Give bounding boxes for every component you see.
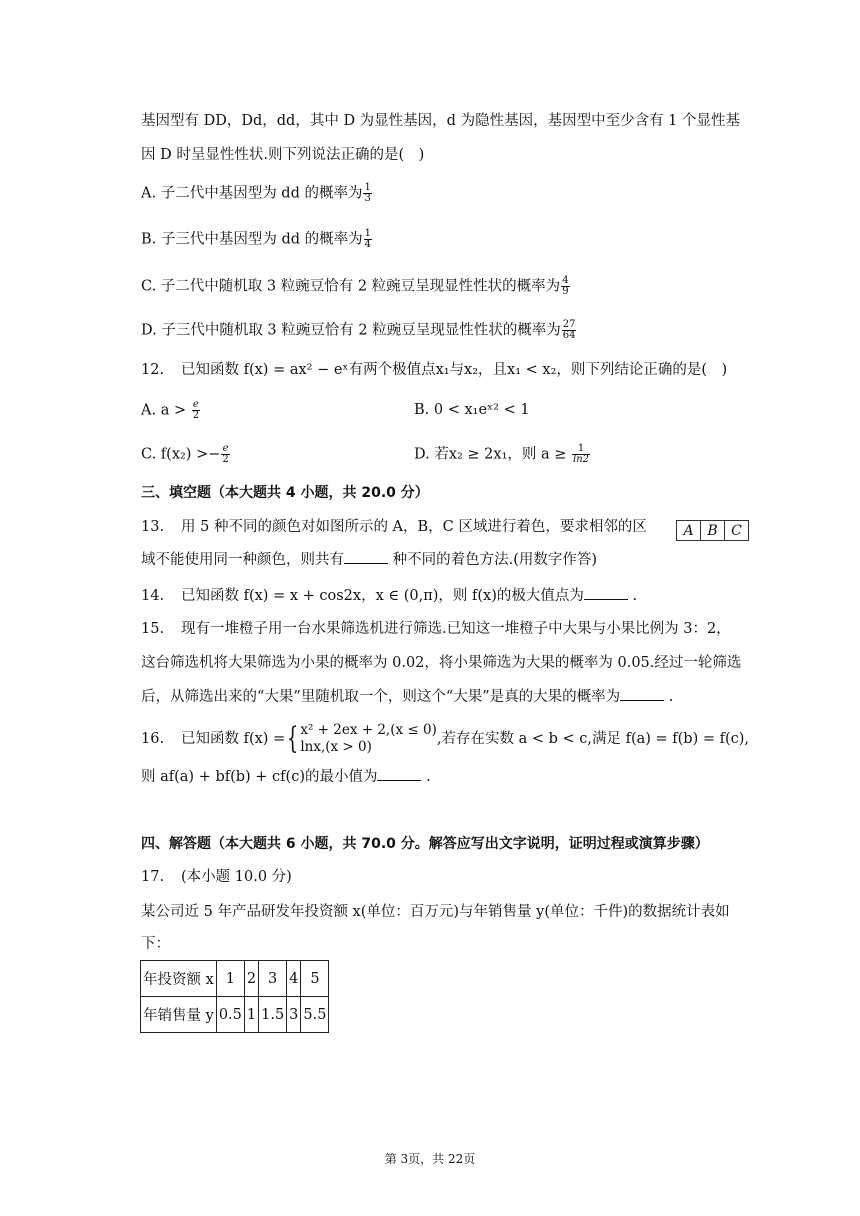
region-diagram bbox=[676, 520, 749, 541]
q16-line1: 16. 已知函数 f(x) ={ x² + 2ex + 2,(x ≤ 0) lnx,(x > 0) ,若存在实数 a < b < c,满足 f(a) = f(b) = f(c), bbox=[141, 721, 750, 756]
table-cell: 3 bbox=[259, 961, 287, 997]
table-row bbox=[141, 997, 329, 1033]
q11-option-d bbox=[141, 320, 577, 341]
region-a: A bbox=[677, 521, 701, 540]
q17-line1: 某公司近 5 年产品研发年投资额 x(单位：百万元)与年销售量 y(单位：千件)的数据统计表如 bbox=[141, 904, 730, 920]
option-label: A. bbox=[141, 185, 157, 202]
question-text: 用 5 种不同的颜色对如图所示的 A，B，C 区域进行着色，要求相邻的区 bbox=[181, 519, 647, 535]
q11-option-c bbox=[141, 276, 571, 297]
q12-stem bbox=[141, 360, 727, 380]
table-cell: 5.5 bbox=[301, 997, 329, 1033]
fraction: $\frac{27}{64}$ bbox=[562, 319, 576, 341]
q15-line1: 15. 现有一堆橙子用一台水果筛选机进行筛选.已知这一堆橙子中大果与小果比例为 3：2， bbox=[141, 621, 731, 637]
option-label: D. bbox=[141, 322, 157, 339]
table-row bbox=[141, 961, 329, 997]
table-cell: 1 bbox=[244, 997, 258, 1033]
option-label: C. bbox=[141, 278, 157, 295]
region-b: B bbox=[701, 521, 725, 540]
question-number: 12. bbox=[141, 362, 165, 378]
option-text: 子二代中随机取 3 粒豌豆恰有 2 粒豌豆呈现显性性状的概率为 bbox=[160, 278, 561, 295]
answer-blank bbox=[377, 766, 421, 781]
fraction: $\frac{1}{3}$ bbox=[364, 182, 371, 204]
option-text: 子二代中基因型为 dd 的概率为 bbox=[160, 185, 363, 202]
fraction: $\frac{e}{2}$ bbox=[222, 443, 229, 465]
q13-line2: 域不能使用同一种颜色，则共有 种不同的着色方法.(用数字作答) bbox=[141, 549, 597, 570]
question-points: (本小题 10.0 分) bbox=[181, 869, 292, 885]
page-footer: 第 3页，共 22页 bbox=[384, 1152, 476, 1166]
region-c: C bbox=[731, 522, 742, 539]
q13-line1 bbox=[141, 517, 647, 537]
q16-line2: 则 af(a) + bf(b) + cf(c)的最小值为 . bbox=[141, 766, 431, 787]
left-brace: { bbox=[287, 721, 299, 756]
table-header-cell: 年销售量 y bbox=[141, 997, 217, 1033]
table-cell: 1.5 bbox=[259, 997, 287, 1033]
option-text: 子三代中基因型为 dd 的概率为 bbox=[160, 231, 363, 248]
q17-header bbox=[141, 867, 292, 887]
q11-option-b bbox=[141, 229, 373, 250]
table-cell: 2 bbox=[244, 961, 258, 997]
question-number: 15. bbox=[141, 621, 165, 637]
answer-blank bbox=[620, 686, 664, 701]
table-header-cell: 年投资额 x bbox=[141, 961, 217, 997]
table-cell: 0.5 bbox=[216, 997, 244, 1033]
q12-option-d: D. 若x₂ ≥ 2x₁，则 a ≥ $\frac{1}{\ln 2}$ bbox=[414, 443, 590, 465]
option-label: B. bbox=[141, 231, 157, 248]
table-cell: 3 bbox=[287, 997, 301, 1033]
fraction: $\frac{4}{9}$ bbox=[562, 275, 569, 297]
q12-option-a: A. a > $\frac{e}{2}$ bbox=[141, 399, 200, 421]
fraction: $\frac{1}{\ln 2}$ bbox=[573, 443, 590, 465]
answer-blank bbox=[584, 585, 628, 600]
question-number: 17. bbox=[141, 869, 165, 885]
q17-line2: 下： bbox=[141, 936, 170, 952]
question-number: 14. bbox=[141, 588, 165, 604]
question-text: 已知函数 f(x) = ax² − eˣ有两个极值点x₁与x₂，且x₁ < x₂，则下列结论正确的是( ) bbox=[181, 362, 728, 378]
q15-line3: 后，从筛选出来的“大果”里随机取一个，则这个“大果”是真的大果的概率为 . bbox=[141, 686, 673, 707]
q14: 14. 已知函数 f(x) = x + cos2x，x ∈ (0,π)，则 f(x)的极大值点为 . bbox=[141, 585, 637, 606]
section-4-title: 四、解答题（本大题共 6 小题，共 70.0 分。解答应写出文字说明，证明过程或演算步骤） bbox=[141, 836, 709, 852]
table-cell: 5 bbox=[301, 961, 329, 997]
section-3-title: 三、填空题（本大题共 4 小题，共 20.0 分） bbox=[141, 485, 429, 501]
question-number: 13. bbox=[141, 519, 165, 535]
table-cell: 1 bbox=[216, 961, 244, 997]
q11-option-a bbox=[141, 183, 373, 204]
q12-option-c: C. f(x₂) >− $\frac{e}{2}$ bbox=[141, 443, 229, 465]
fraction: $\frac{e}{2}$ bbox=[192, 399, 200, 421]
table-cell: 4 bbox=[287, 961, 301, 997]
q11-stem-line2: 因 D 时呈显性性状.则下列说法正确的是( ) bbox=[141, 147, 425, 163]
piecewise-cases: x² + 2ex + 2,(x ≤ 0) lnx,(x > 0) bbox=[300, 722, 437, 755]
q11-stem-line1: 基因型有 DD，Dd，dd，其中 D 为显性基因，d 为隐性基因，基因型中至少含有 1 个显性基 bbox=[141, 113, 741, 129]
q15-line2: 这台筛选机将大果筛选为小果的概率为 0.02，将小果筛选为大果的概率为 0.05.经过一轮筛选 bbox=[141, 655, 742, 671]
q12-option-b: B. 0 < x₁eˣ² < 1 bbox=[414, 402, 530, 418]
question-number: 16. bbox=[141, 731, 165, 747]
fraction: $\frac{1}{4}$ bbox=[364, 228, 372, 250]
data-table bbox=[140, 960, 329, 1033]
answer-blank bbox=[344, 549, 388, 564]
option-text: 子三代中随机取 3 粒豌豆恰有 2 粒豌豆呈现显性性状的概率为 bbox=[161, 322, 561, 339]
